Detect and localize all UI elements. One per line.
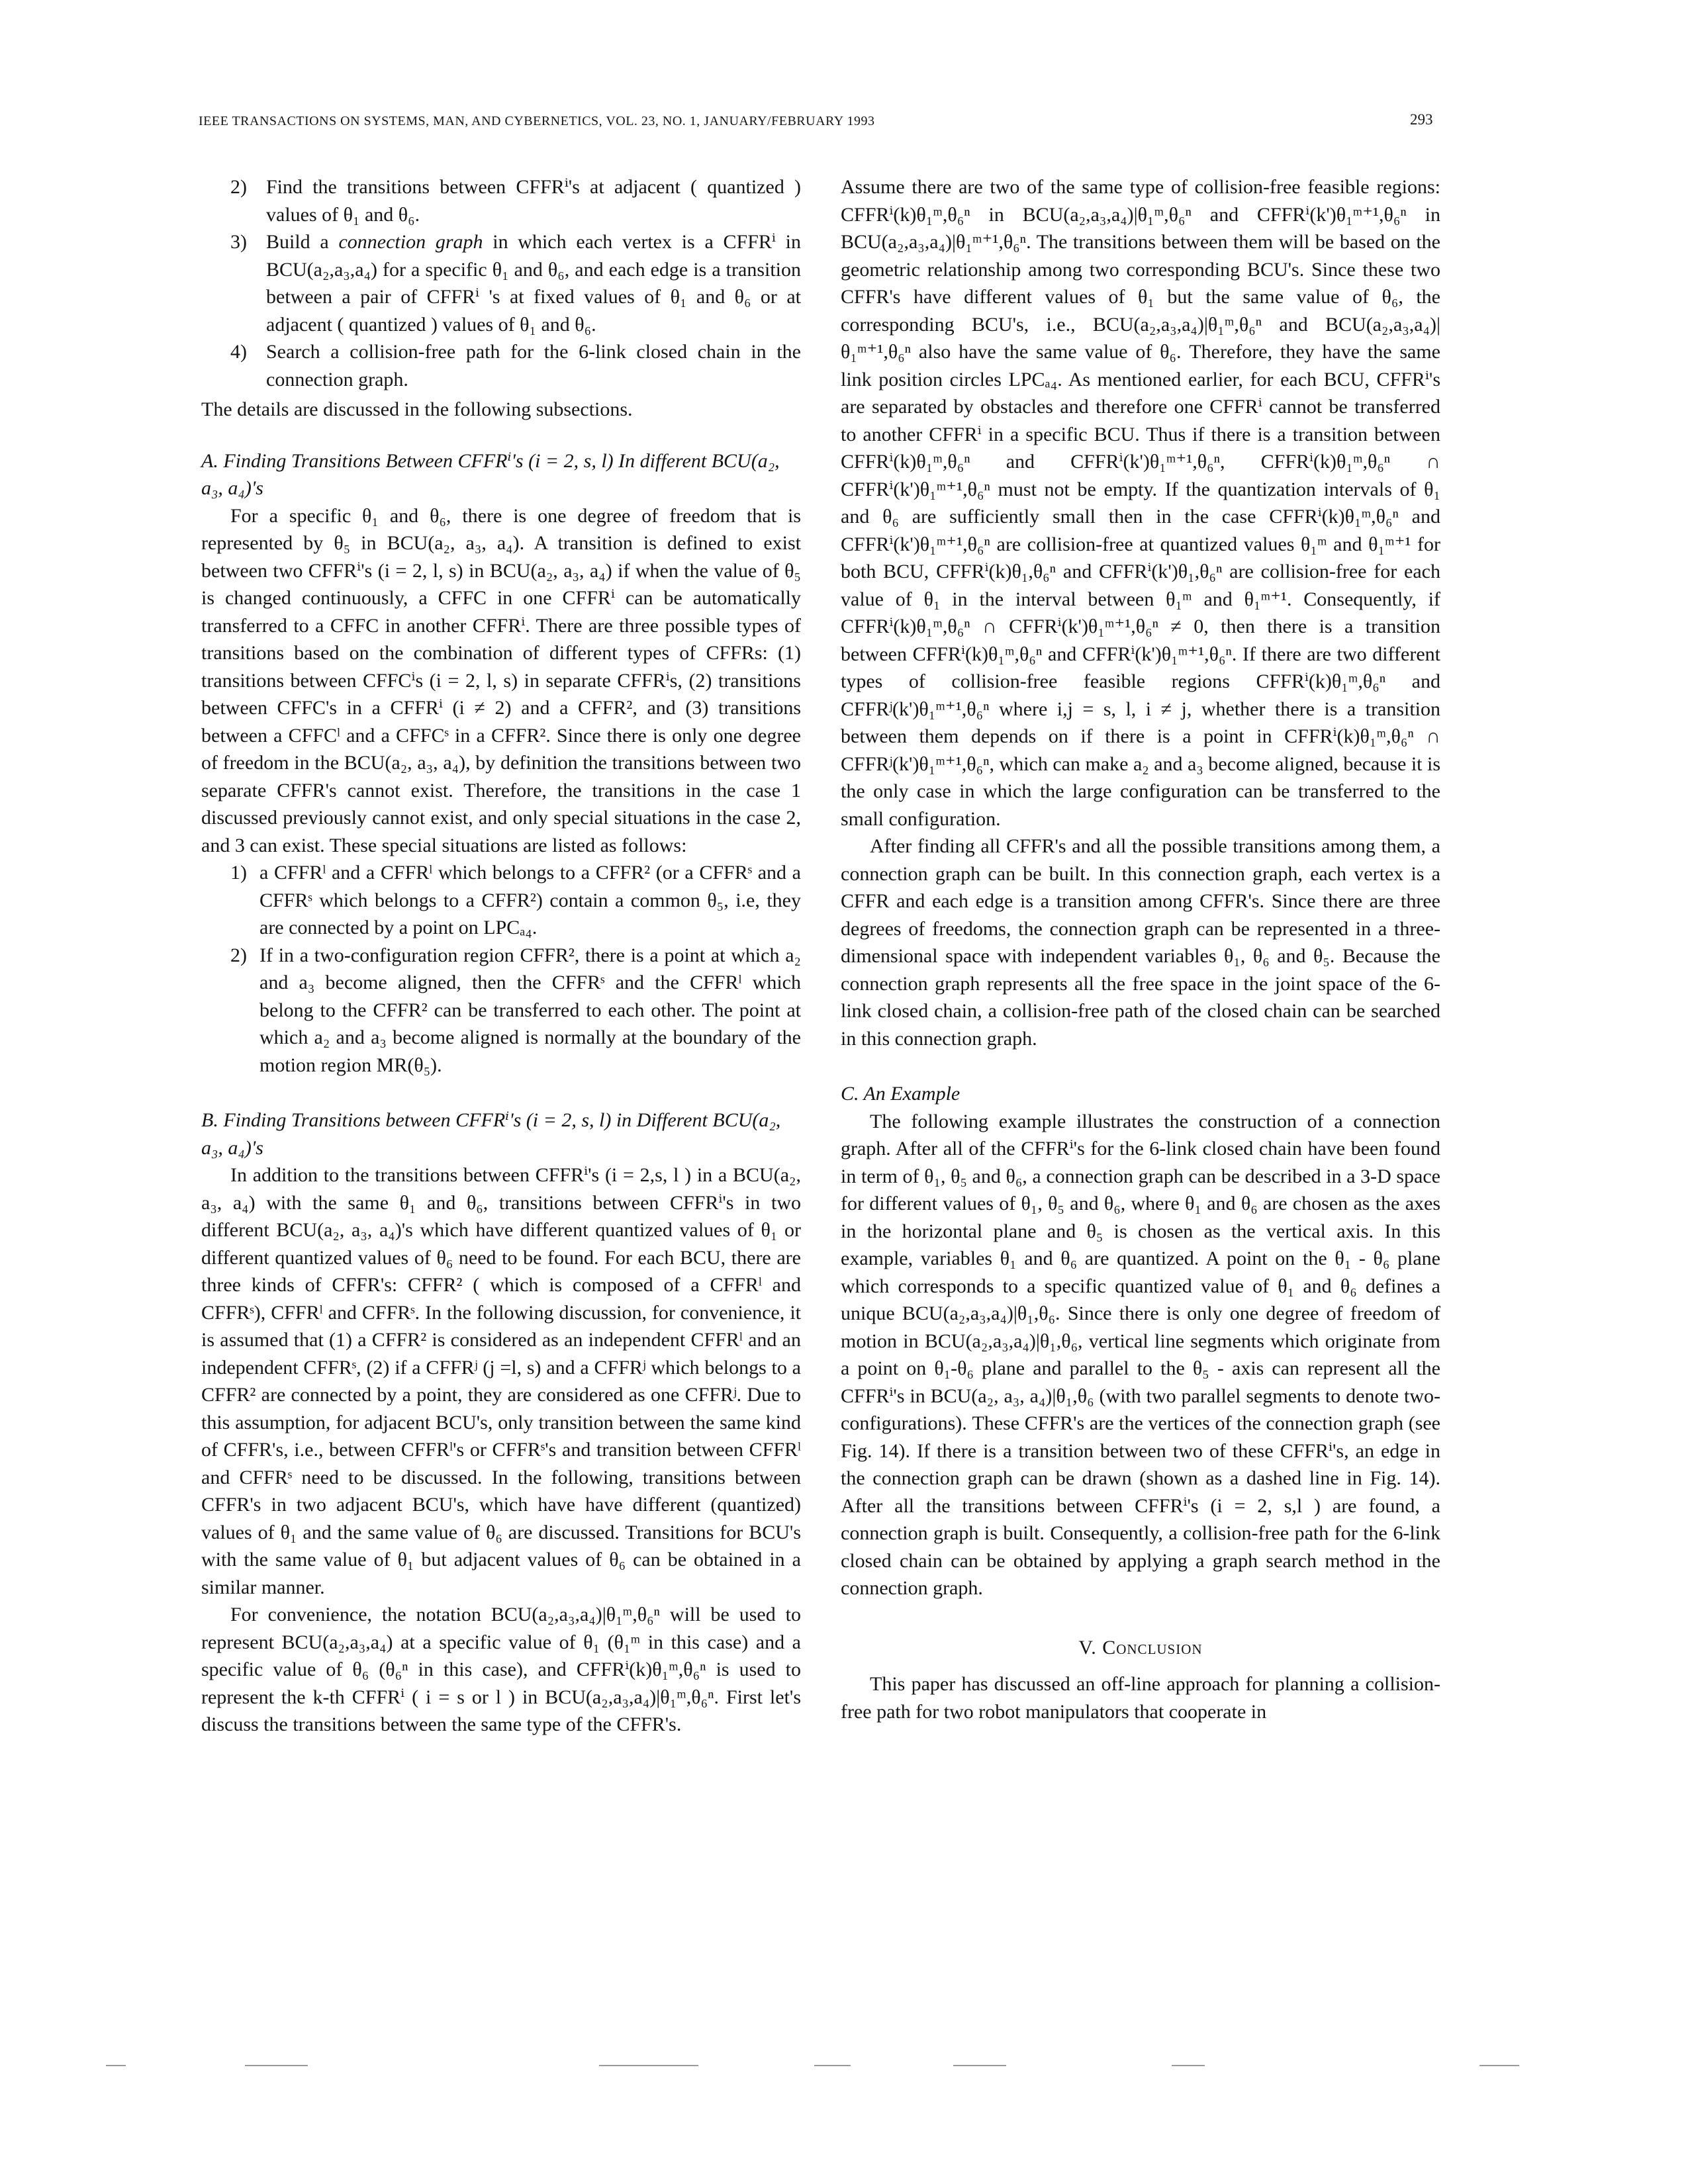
section-a-paragraph: For a specific θ₁ and θ₆, there is one degree of freedom that is represented by θ₅ in BCU(a₂, a₃, a₄). A transition is defined to exist between two CFFRⁱ's (i = 2, l, s) in BCU(a₂, a₃, a₄) if when the value of θ₅ is changed continuously, a CFFC in one CFFRⁱ can be automatically transferred to a CFFC in another CFFRⁱ. There are three possible types of transitions based on the combination of different types of CFFRs: (1) transitions between CFFCⁱs (i = 2, l, s) in separate CFFRⁱs, (2) transitions between CFFC's in a CFFRⁱ (i ≠ 2) and a CFFR², and (3) transitions between a CFFCˡ and a CFFCˢ in a CFFR². Since there is only one degree of freedom in the BCU(a₂, a₃, a₄), by definition the transitions between two separate CFFR's cannot exist. Therefore, the transitions in the case 1 discussed previously cannot exist, and only special situations in the case 2, and 3 can exist. These special situations are listed as follows: [201, 504, 801, 856]
special-situations-list [201, 859, 801, 1079]
section-b-paragraph: In addition to the transitions between CFFRⁱ's (i = 2,s, l ) in a BCU(a₂, a₃, a₄) with the same θ₁ and θ₆, transitions between CFFRⁱ's in two different BCU(a₂, a₃, a₄)'s which have different quantized values of θ₁ or different quantized values of θ₆ need to be found. For each BCU, there are three kinds of CFFR's: CFFR² ( which is composed of a CFFRˡ and CFFRˢ), CFFRˡ and CFFRˢ. In the following discussion, for convenience, it is assumed that (1) a CFFR² is considered as an independent CFFRˡ and an independent CFFRˢ, (2) if a CFFRʲ (j =l, s) and a CFFRʲ which belongs to a CFFR² are connected by a point, they are considered as one CFFRʲ. Due to this assumption, for adjacent BCU's, only transition between the same kind of CFFR's, i.e., between CFFRˡ's or CFFRˢ's and transition between CFFRˡ and CFFRˢ need to be discussed. In the following, transitions between CFFR's in two adjacent BCU's, which have have different (quantized) values of θ₁ and the same value of θ₆ are discussed. Transitions for BCU's with the same value of θ₁ but adjacent values of θ₆ can be obtained in a similar manner. [201, 1164, 801, 1598]
divider [1172, 2065, 1205, 2066]
running-header: IEEE TRANSACTIONS ON SYSTEMS, MAN, AND CYBERNETICS, VOL. 23, NO. 1, JANUARY/FEBRUARY 1993 [199, 114, 875, 128]
scan-marks [0, 2065, 1688, 2071]
details-sentence: The details are discussed in the following subsections. [201, 398, 633, 420]
emphasis-term: connection graph [338, 231, 483, 253]
divider [953, 2065, 1006, 2066]
conclusion-heading: V. Conclusion [1078, 1636, 1203, 1659]
section-b-paragraph: For convenience, the notation BCU(a₂,a₃,a₄)|θ₁ᵐ,θ₆ⁿ will be used to represent BCU(a₂,a₃,a₄) at a specific value of θ₁ (θ₁ᵐ in this case) and a specific value of θ₆ (θ₆ⁿ in this case), and CFFRⁱ(k)θ₁ᵐ,θ₆ⁿ is used to represent the k-th CFFRⁱ ( i = s or l ) in BCU(a₂,a₃,a₄)|θ₁ᵐ,θ₆ⁿ. First let's discuss the transitions between the same type of the CFFR's. [201, 1604, 801, 1735]
transitions-paragraph: Assume there are two of the same type of collision-free feasible regions: CFFRⁱ(k)θ₁ᵐ,θ₆ⁿ in BCU(a₂,a₃,a₄)|θ₁ᵐ,θ₆ⁿ and CFFRⁱ(k')θ₁ᵐ⁺¹,θ₆ⁿ in BCU(a₂,a₃,a₄)|θ₁ᵐ⁺¹,θ₆ⁿ. The transitions between them will be based on the geometric relationship among two corresponding BCU's. Since these two CFFR's have different values of θ₁ but the same value of θ₆, the corresponding BCU's, i.e., BCU(a₂,a₃,a₄)|θ₁ᵐ,θ₆ⁿ and BCU(a₂,a₃,a₄)|θ₁ᵐ⁺¹,θ₆ⁿ also have the same value of θ₆. Therefore, they have the same link position circles LPCₐ₄. As mentioned earlier, for each BCU, CFFRⁱ's are separated by obstacles and therefore one CFFRⁱ cannot be transferred to another CFFRⁱ in a specific BCU. Thus if there is a transition between CFFRⁱ(k)θ₁ᵐ,θ₆ⁿ and CFFRⁱ(k')θ₁ᵐ⁺¹,θ₆ⁿ, CFFRⁱ(k)θ₁ᵐ,θ₆ⁿ ∩ CFFRⁱ(k')θ₁ᵐ⁺¹,θ₆ⁿ must not be empty. If the quantization intervals of θ₁ and θ₆ are sufficiently small then in the case CFFRⁱ(k)θ₁ᵐ,θ₆ⁿ and CFFRⁱ(k')θ₁ᵐ⁺¹,θ₆ⁿ are collision-free at quantized values θ₁ᵐ and θ₁ᵐ⁺¹ for both BCU, CFFRⁱ(k)θ₁,θ₆ⁿ and CFFRⁱ(k')θ₁,θ₆ⁿ are collision-free for each value of θ₁ in the interval between θ₁ᵐ and θ₁ᵐ⁺¹. Consequently, if CFFRⁱ(k)θ₁ᵐ,θ₆ⁿ ∩ CFFRⁱ(k')θ₁ᵐ⁺¹,θ₆ⁿ ≠ 0, then there is a transition between CFFRⁱ(k)θ₁ᵐ,θ₆ⁿ and CFFRⁱ(k')θ₁ᵐ⁺¹,θ₆ⁿ. If there are two different types of collision-free feasible regions CFFRⁱ(k)θ₁ᵐ,θ₆ⁿ and CFFRʲ(k')θ₁ᵐ⁺¹,θ₆ⁿ where i,j = s, l, i ≠ j, whether there is a transition between them depends on if there is a point in CFFRⁱ(k)θ₁ᵐ,θ₆ⁿ ∩ CFFRʲ(k')θ₁ᵐ⁺¹,θ₆ⁿ, which can make a₂ and a₃ become aligned, because it is the only case in which the large configuration can be transferred to the small configuration. [841, 176, 1441, 830]
list-text: a CFFRˡ and a CFFRˡ which belongs to a CFFR² (or a CFFRˢ and a CFFRˢ which belongs to a CFFR²) contain a common θ₅, i.e, they are connected by a point on LPCₐ₄. [259, 862, 801, 938]
divider [1479, 2065, 1519, 2066]
list-item [201, 338, 801, 393]
connection-graph-paragraph: After finding all CFFR's and all the possible transitions among them, a connection graph can be built. In this connection graph, each vertex is a CFFR and each edge is a transition among CFFR's. Since there are three degrees of freedoms, the connection graph can be represented in a three-dimensional space with independent variables θ₁, θ₆ and θ₅. Because the connection graph represents all the free space in the joint space of the 6-link closed chain, a collision-free path of the closed chain can be searched in this connection graph. [841, 835, 1440, 1050]
section-b-heading: B. Finding Transitions between CFFRⁱ's (i = 2, s, l) in Different BCU(a₂, a₃, a₄)'s [201, 1109, 781, 1159]
list-text: Search a collision-free path for the 6-link closed chain in the connection graph. [266, 341, 801, 390]
list-text: If in a two-configuration region CFFR², there is a point at which a₂ and a₃ become aligned, then the CFFRˢ and the CFFRˡ which belong to the CFFR² can be transferred to each other. The point at which a₂ and a₃ become aligned is normally at the boundary of the motion region MR(θ₅). [259, 944, 801, 1076]
list-number: 3) [230, 231, 247, 253]
divider [599, 2065, 698, 2066]
section-c-heading: C. An Example [841, 1083, 961, 1105]
list-number: 1) [230, 862, 247, 884]
example-paragraph: The following example illustrates the construction of a connection graph. After all of the CFFRⁱ's for the 6-link closed chain have been found in term of θ₁, θ₅ and θ₆, a connection graph can be described in a 3-D space for different values of θ₁, θ₅ and θ₆, where θ₁ and θ₆ are chosen as the axes in the horizontal plane and θ₅ is chosen as the vertical axis. In this example, variables θ₁ and θ₆ are quantized. A point on the θ₁ - θ₆ plane which corresponds to a specific quantized value of θ₁ and θ₆ defines a unique BCU(a₂,a₃,a₄)|θ₁,θ₆. Since there is only one degree of freedom of motion in BCU(a₂,a₃,a₄)|θ₁,θ₆, vertical line segments which originate from a point on θ₁-θ₆ plane and parallel to the θ₅ - axis can represent all the CFFRⁱ's in BCU(a₂, a₃, a₄)|θ₁,θ₆ (with two parallel segments to denote two-configurations). These CFFR's are the vertices of the connection graph (see Fig. 14). If there is a transition between two of these CFFRⁱ's, an edge in the connection graph can be drawn (shown as a dashed line in Fig. 14). After all the transitions between CFFRⁱ's (i = 2, s,l ) are found, a connection graph is built. Consequently, a collision-free path for the 6-link closed chain can be obtained by applying a graph search method in the connection graph. [841, 1110, 1440, 1599]
steps-list [201, 173, 801, 393]
list-text: in which each vertex is a CFFRⁱ in BCU(a₂,a₃,a₄) for a specific θ₁ and θ₆, and each edge is a transition between a pair of CFFRⁱ 's at fixed values of θ₁ and θ₆ or at adjacent ( quantized ) values of θ₁ and θ₆. [266, 231, 802, 336]
divider [814, 2065, 851, 2066]
list-item [201, 942, 801, 1079]
list-number: 4) [230, 341, 247, 363]
list-text: Find the transitions between CFFRⁱ's at adjacent ( quantized ) values of θ₁ and θ₆. [266, 176, 801, 226]
list-item [201, 859, 801, 942]
conclusion-paragraph: This paper has discussed an off-line approach for planning a collision-free path for two robot manipulators that cooperate in [841, 1673, 1440, 1723]
left-column [201, 173, 801, 1739]
list-number: 2) [230, 176, 247, 198]
list-number: 2) [230, 944, 247, 966]
section-a-heading: A. Finding Transitions Between CFFRⁱ's (i = 2, s, l) In different BCU(a₂, a₃, a₄)'s [201, 449, 780, 499]
list-item [201, 228, 801, 338]
list-item [201, 173, 801, 228]
divider [245, 2065, 308, 2066]
page-number: 293 [1410, 111, 1433, 128]
list-text-prefix: Build a [266, 231, 339, 253]
divider [106, 2065, 126, 2066]
right-column [841, 173, 1440, 1725]
